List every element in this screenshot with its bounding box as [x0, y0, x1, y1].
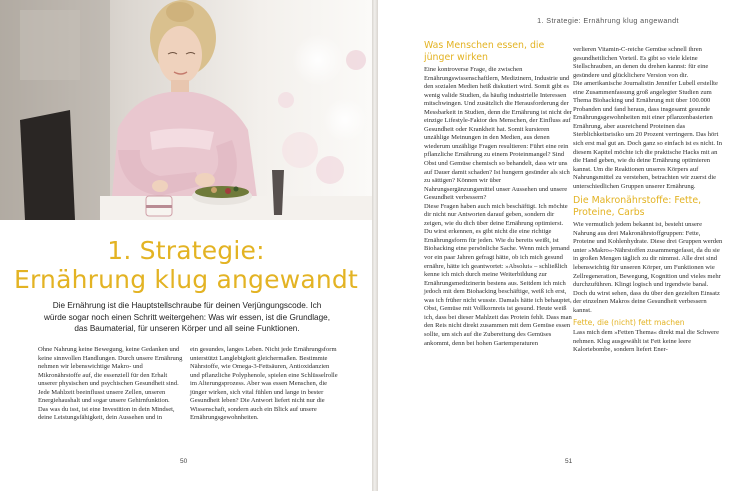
right-column-2	[573, 46, 723, 355]
section-title-makronaehrstoffe: Die Makronährstoffe: Fette, Proteine, Carbs	[573, 195, 702, 218]
left-column-1: Ohne Nahrung keine Bewegung, keine Gedanken und keine sinnvollen Handlungen. Durch unsere Ernährung nehmen wir lebenswichtige Makro- und Mikronährstoffe auf, die essenziell für den Erhalt unserer physischen und psychischen Gesundheit sind. Jede Mahlzeit beeinflusst unsere Zellen, unseren Energiehaushalt und sogar unsere Gehirnfunktion. Das was du isst, ist eine Investition in dein Mindset, deine Leistungsfähigkeit, dein Aussehen und in	[38, 346, 183, 422]
photo-illustration	[0, 0, 372, 220]
right-column-1-paragraph-2: Diese Fragen haben auch mich beschäftigt. Ich möchte dir nicht nur Antworten darauf geben, sondern dir zeigen, wie du dich über deine Ernährung optimierst. Du wirst erkennen, es gibt nicht die eine richtige Ernährungsform für jeden. Wie du bereits weißt, ist Biohacking eine persönliche Sache. Wenn mich jemand vor ein paar Jahren gefragt hätte, ob ich mich gesund ernähre, hätte ich geantwortet: »Absolut« – schließlich kenne ich mich durch meine Weiterbildung zur Ernährungsmedizinerin bestens aus. Seitdem ich mich jedoch mit dem Biohacking beschäftige, weiß ich erst, was ich früher nicht wusste. Damals hätte ich behauptet, Obst, Gemüse mit Vollkornreis ist gesund. Heute weiß ich, dass bei dieser Mahlzeit das Protein fehlt. Dass man den Reis nicht direkt zusammen mit dem Gemüse essen sollte, um sich auf die Zubereitung des Gemüses ankommt, denn bei hohen Gartemperaturen	[424, 202, 572, 347]
right-column-2-paragraph-2: Die amerikanische Journalistin Jennifer Lubell erstellte eine Zusammenfassung groß angelegter Studien zum Thema Biohacking und Ernährung mit über 100.000 Probanden und fand heraus, dass insgesamt gesunde Ernährungsgewohnheiten mit einer pflanzenbasierten Ernährung, aber ausreichend Proteinen das Sterblichkeitsrisiko um 20 Prozent verringern. Das hört sich erst mal gut an. Doch ganz so einfach ist es nicht. In diesem Kapitel möchte ich die praktische Hacks mit an die Hand geben, wie du deine Ernährung optimieren kannst. Um die Reaktionen unseres Körpers auf Nahrungsmittel zu verstehen, betrachten wir zuerst die unterschiedlichen Gruppen unserer Ernährung.	[573, 80, 723, 190]
right-column-2-paragraph-1: verlieren Vitamin-C-reiche Gemüse schnell ihren gesundheitlichen Vorteil. Es gibt so viele kleine Stellschrauben, an denen du drehen kannst: für eine gesündere und glücklichere Version von dir.	[573, 46, 709, 79]
left-column-2: ein gesundes, langes Leben. Nicht jede Ernährungsform unterstützt Langlebigkeit gleichermaßen. Bestimmte Nährstoffe, wie Omega-3-Fettsäuren, Antioxidanzien und pflanzliche Polyphenole, spielen eine Schlüsselrolle im Alterungsprozess. Aber was essen Menschen, die jünger wirken, sich vital fühlen und lange in bester Gesundheit leben? Die Antwort liefert nicht nur die Wissenschaft, sondern auch ein Blick auf unsere Ernährungsgewohnheiten.	[190, 346, 338, 422]
left-page	[0, 0, 372, 491]
right-column-2-paragraph-3: Wie vermutlich jedem bekannt ist, besteht unsere Nahrung aus drei Makronährstoffgruppen: Fette, Proteine und Kohlenhydrate. Diese drei Gruppen werden unter »Makro«-Nährstoffen zusammengefasst, da du sie in großen Mengen täglich zu dir nimmst. Alle drei sind lebenswichtig für unseren Körper, um Funktionen wie Zellregeneration, Bewegung, Kognition und vieles mehr durchzuführen. Klingt logisch und irgendwie banal. Doch du wirst sehen, dass du über den gezielten Einsatz der einzelnen Makros deine Gesundheit verbessern kannst.	[573, 221, 723, 314]
subsection-title-fette: Fette, die (nicht) fett machen	[573, 318, 685, 328]
woman-eating-photo	[0, 0, 372, 220]
lead-paragraph: Die Ernährung ist die Hauptstellschraube für deinen Verjüngungscode. Ich würde sogar noch einen Schritt weitergehen: Was wir essen, ist die Grundlage, das Baumaterial, für unseren Körper und all seine Funktionen.	[44, 301, 330, 334]
chapter-title-line2: Ernährung klug angewandt	[13, 265, 358, 294]
right-page	[378, 0, 750, 491]
right-column-2-paragraph-4: Lass mich dem »Fetten Thema« direkt mal die Schwere nehmen. Klug ausgewählt ist Fett keine leere Kaloriebombe, sondern liefert Ener-	[573, 329, 720, 354]
chapter-title-line1: 1. Strategie:	[107, 236, 265, 265]
running-head: 1. Strategie: Ernährung klug angewandt	[537, 16, 679, 25]
section-title-was-menschen-essen: Was Menschen essen, die jünger wirken	[424, 40, 545, 63]
page-number-right: 51	[565, 458, 573, 465]
chapter-title	[0, 236, 372, 294]
right-column-1	[424, 40, 572, 348]
page-number-left: 50	[180, 458, 188, 465]
right-column-1-paragraph-1: Eine kontroverse Frage, die zwischen Ernährungswissenschaftlern, Medizinern, Industrie und den sozialen Medien heiß diskutiert wird. Somit gibt es wenig valide Studien, da häufig industrielle Interessen mitschwingen. Und zusätzlich die Herausforderung der Messbarkeit in Studien, denn die Ernährung ist nicht der einzige Lifestyle-Faktor des Menschen, der Einfluss auf Gesundheit oder Krankheit hat. Somit kursieren unzählige Meinungen in den Medien, aus denen wiederum unzählige Fragen resultieren: Führt eine rein pflanzliche Ernährung zu einem Proteinmangel? Sind Obst und Gemüse chemisch so behandelt, dass wir uns auf Dauer damit schaden? Ist hungern gesünder als sich zu sättigen? Können wir über Nahrungsergänzungsmittel unser Aussehen und unsere Gesundheit verbessern?	[424, 66, 572, 202]
